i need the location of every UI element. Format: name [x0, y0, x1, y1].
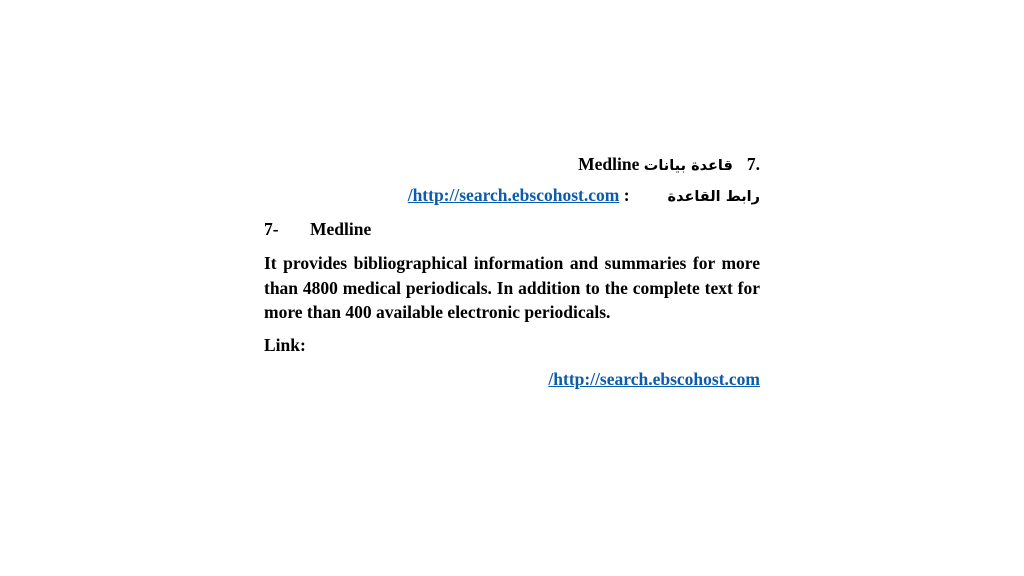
arabic-heading [264, 152, 760, 180]
arabic-title-latin: Medline [578, 154, 640, 174]
english-description: It provides bibliographical information and summaries for more than 4800 medical periodicals. In addition to the complete text for more than 400 available electronic periodicals. [264, 253, 760, 322]
english-heading [264, 217, 760, 245]
english-entry-number: 7- [264, 219, 279, 239]
arabic-database-link[interactable]: /http://search.ebscohost.com [407, 185, 620, 205]
arabic-entry-number: .7 [746, 154, 760, 174]
content-block [264, 152, 760, 391]
arabic-link-row [264, 183, 760, 211]
english-database-link[interactable]: /http://search.ebscohost.com [548, 368, 760, 389]
english-link-label: Link: [264, 334, 306, 355]
arabic-title: قاعدة بيانات [643, 158, 733, 174]
english-link-row [264, 367, 760, 392]
arabic-link-label: رابط القاعدة [667, 189, 760, 205]
arabic-link-colon: : [623, 185, 630, 205]
english-title: Medline [310, 219, 372, 239]
